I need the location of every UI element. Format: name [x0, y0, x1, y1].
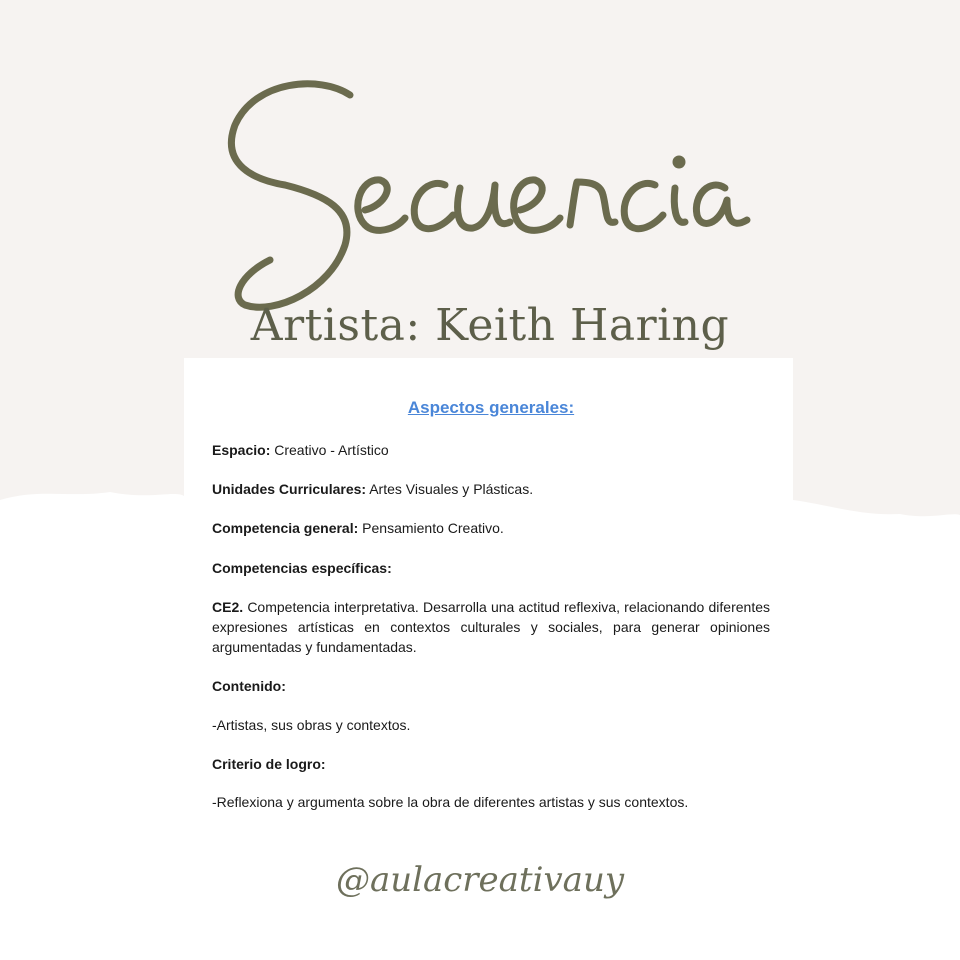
competencia-label: Competencia general:	[212, 520, 359, 536]
script-title-secuencia	[215, 70, 775, 330]
section-heading[interactable]: Aspectos generales:	[407, 398, 575, 417]
espacio-label: Espacio:	[212, 442, 271, 458]
competencia-value: Pensamiento Creativo.	[362, 520, 504, 536]
contenido-label: Contenido:	[212, 678, 286, 694]
social-handle: @aulacreativauy	[335, 860, 625, 900]
espacio-value: Creativo - Artístico	[274, 442, 389, 458]
criterio-value: -Reflexiona y argumenta sobre la obra de diferentes artistas y sus contextos.	[212, 794, 689, 810]
subtitle-artist: Artista: Keith Haring	[250, 300, 730, 351]
document-sheet	[184, 358, 793, 828]
ce2-value: Competencia interpretativa. Desarrolla una actitud reflexiva, relacionando diferentes expresiones artísticas en contextos culturales y sociales, para generar opiniones argumentadas y fundamentadas.	[212, 599, 770, 655]
ce2-paragraph	[212, 597, 770, 657]
ce2-label: CE2.	[212, 599, 244, 615]
contenido-value: -Artistas, sus obras y contextos.	[212, 717, 411, 733]
espacio-line	[212, 442, 389, 458]
contenido-line	[212, 678, 286, 694]
competencia-line	[212, 520, 504, 536]
especificas-label: Competencias específicas:	[212, 560, 392, 576]
unidades-label: Unidades Curriculares:	[212, 481, 367, 497]
criterio-line	[212, 756, 326, 772]
unidades-line	[212, 481, 533, 497]
criterio-label: Criterio de logro:	[212, 756, 326, 772]
especificas-line	[212, 560, 392, 576]
unidades-value: Artes Visuales y Plásticas.	[369, 481, 534, 497]
